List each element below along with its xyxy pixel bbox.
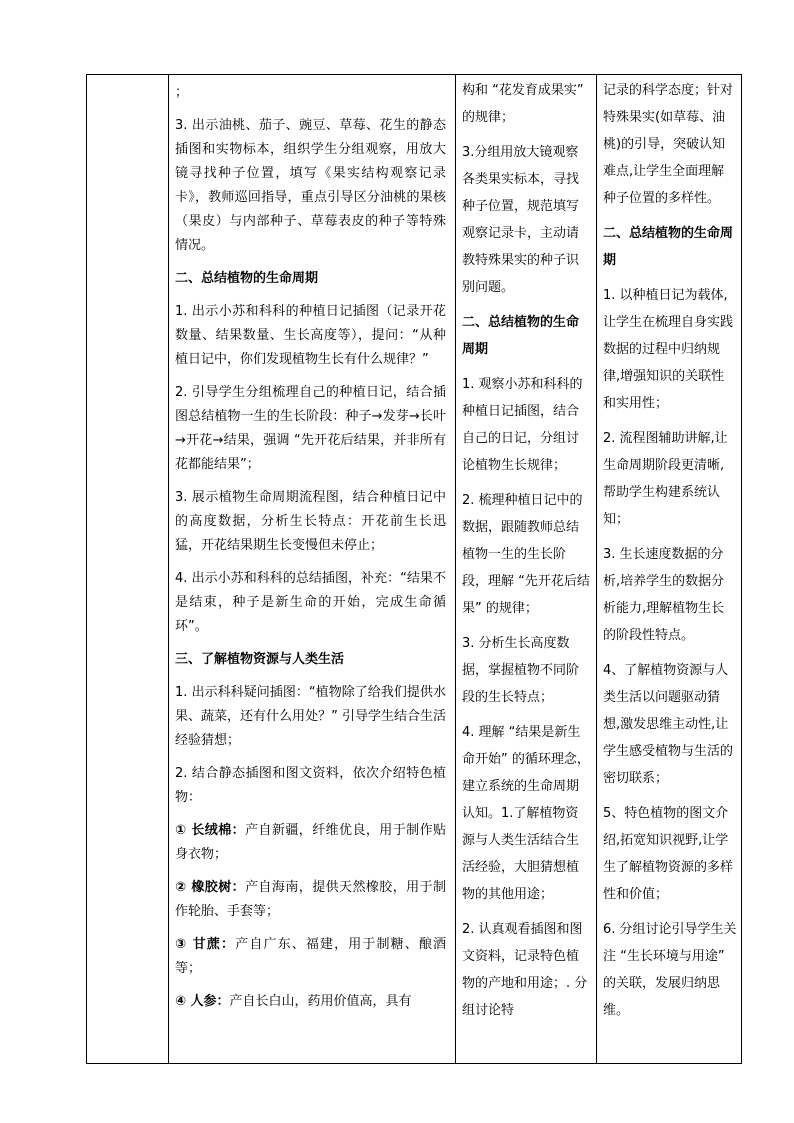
paragraph: 2. 梳理种植日记中的数据，跟随教师总结植物一生的生长阶段，理解 “先开花后结果” 的规律；: [462, 493, 590, 616]
teacher-activity-cell: [169, 75, 456, 1064]
paragraph: 1. 观察小苏和科科的种植日记插图，结合自己的日记，分组讨论植物生长规律；: [462, 377, 583, 473]
paragraph: 1. 以种植日记为载体,让学生在梳理自身实践数据的过程中归纳规律,增强知识的关联性和实用性；: [603, 288, 734, 411]
paragraph: 3. 出示油桃、茄子、豌豆、草莓、花生的静态插图和实物标本，组织学生分组观察，用放大镜寻找种子位置，填写《果实结构观察记录卡》，教师巡回指导，重点引导区分油桃的果核（果皮）与内部种子、草莓表皮的种子等特殊情况。: [175, 118, 446, 253]
plant-name: ② 橡胶树：: [175, 880, 246, 895]
paragraph: 2. 结合静态插图和图文资料，依次介绍特色植物：: [175, 766, 446, 805]
plant-name: ③ 甘蔗：: [175, 937, 236, 952]
section-heading: 二、总结植物的生命周期: [462, 315, 580, 357]
paragraph: 5、特色植物的图文介绍,拓宽知识视野,让学生了解植物资源的多样性和价值；: [603, 806, 734, 902]
paragraph: 记录的科学态度；针对特殊果实(如草莓、油桃)的引导，突破认知难点,让学生全面理解种子位置的多样性。: [603, 83, 734, 206]
table-row: [87, 75, 742, 1064]
paragraph: 3. 分析生长高度数据，掌握植物不同阶段的生长特点；: [462, 636, 580, 705]
paragraph: 3. 展示植物生命周期流程图，结合种植日记中的高度数据，分析生长特点：开花前生长迅猛，开花结果期生长变慢但未停止；: [175, 490, 446, 553]
paragraph: 2. 引导学生分组梳理自己的种植日记，结合插图总结植物一生的生长阶段：种子→发芽→长叶→开花→结果，强调 “先开花后结果，并非所有花都能结果”；: [175, 385, 446, 472]
empty-stage-cell: [87, 75, 169, 1064]
paragraph: 3.分组用放大镜观察各类果实标本，寻找种子位置，规范填写观察记录卡，主动请教特殊果实的种子识别问题。: [462, 145, 580, 295]
student-activity-cell: [456, 75, 597, 1064]
paragraph: 3. 生长速度数据的分析,培养学生的数据分析能力,理解植物生长的阶段性特点。: [603, 547, 725, 643]
paragraph: 2. 认真观看插图和图文资料，记录特色植物的产地和用途；. 分组讨论特: [462, 922, 588, 1018]
plant-description: 产自广东、福建，用于制糖、酿酒等；: [175, 937, 446, 976]
plant-item: [175, 819, 446, 867]
section-heading: 二、总结植物的生命周期: [175, 271, 319, 286]
paragraph: 1. 出示小苏和科科的种植日记插图（记录开花数量、结果数量、生长高度等），提问：“从种植日记中，你们发现植物生长有什么规律？”: [175, 304, 446, 367]
paragraph: 构和 “花发育成果实” 的规律；: [462, 83, 584, 125]
plant-item: [175, 933, 446, 981]
section-heading: 二、总结植物的生命周期: [603, 226, 734, 268]
paragraph: 4. 出示小苏和科科的总结插图，补充：“结果不是结束，种子是新生命的开始，完成生命循环”。: [175, 571, 446, 634]
paragraph: 4、了解植物资源与人类生活以问题驱动猜想,激发思维主动性,让学生感受植物与生活的密切联系；: [603, 663, 734, 786]
plant-description: 产自长白山，药用价值高，具有: [229, 994, 412, 1009]
plant-description: 产自海南，提供天然橡胶，用于制作轮胎、手套等；: [175, 880, 446, 919]
paragraph: 1. 出示科科疑问插图：“植物除了给我们提供水果、蔬菜，还有什么用处？” 引导学生结合生活经验猜想；: [175, 685, 446, 748]
plant-item: [175, 990, 446, 1014]
plant-name: ④ 人参：: [175, 994, 230, 1009]
paragraph: 4. 理解 “结果是新生命开始” 的循环理念，建立系统的生命周期认知。1.了解植物资源与人类生活结合生活经验，大胆猜想植物的其他用途；: [462, 725, 590, 902]
lesson-plan-table: [86, 74, 742, 1064]
design-intent-cell: [597, 75, 742, 1064]
section-heading: 三、了解植物资源与人类生活: [175, 652, 345, 667]
plant-name: ① 长绒棉：: [175, 823, 246, 838]
plant-item: [175, 876, 446, 924]
paragraph: 2. 流程图辅助讲解,让生命周期阶段更清晰,帮助学生构建系统认知；: [603, 431, 728, 527]
paragraph: ；: [175, 85, 189, 100]
plant-description: 产自新疆，纤维优良，用于制作贴身衣物；: [175, 823, 446, 862]
paragraph: 6. 分组讨论引导学生关注 “生长环境与用途” 的关联，发展归纳思维。: [603, 922, 737, 1018]
